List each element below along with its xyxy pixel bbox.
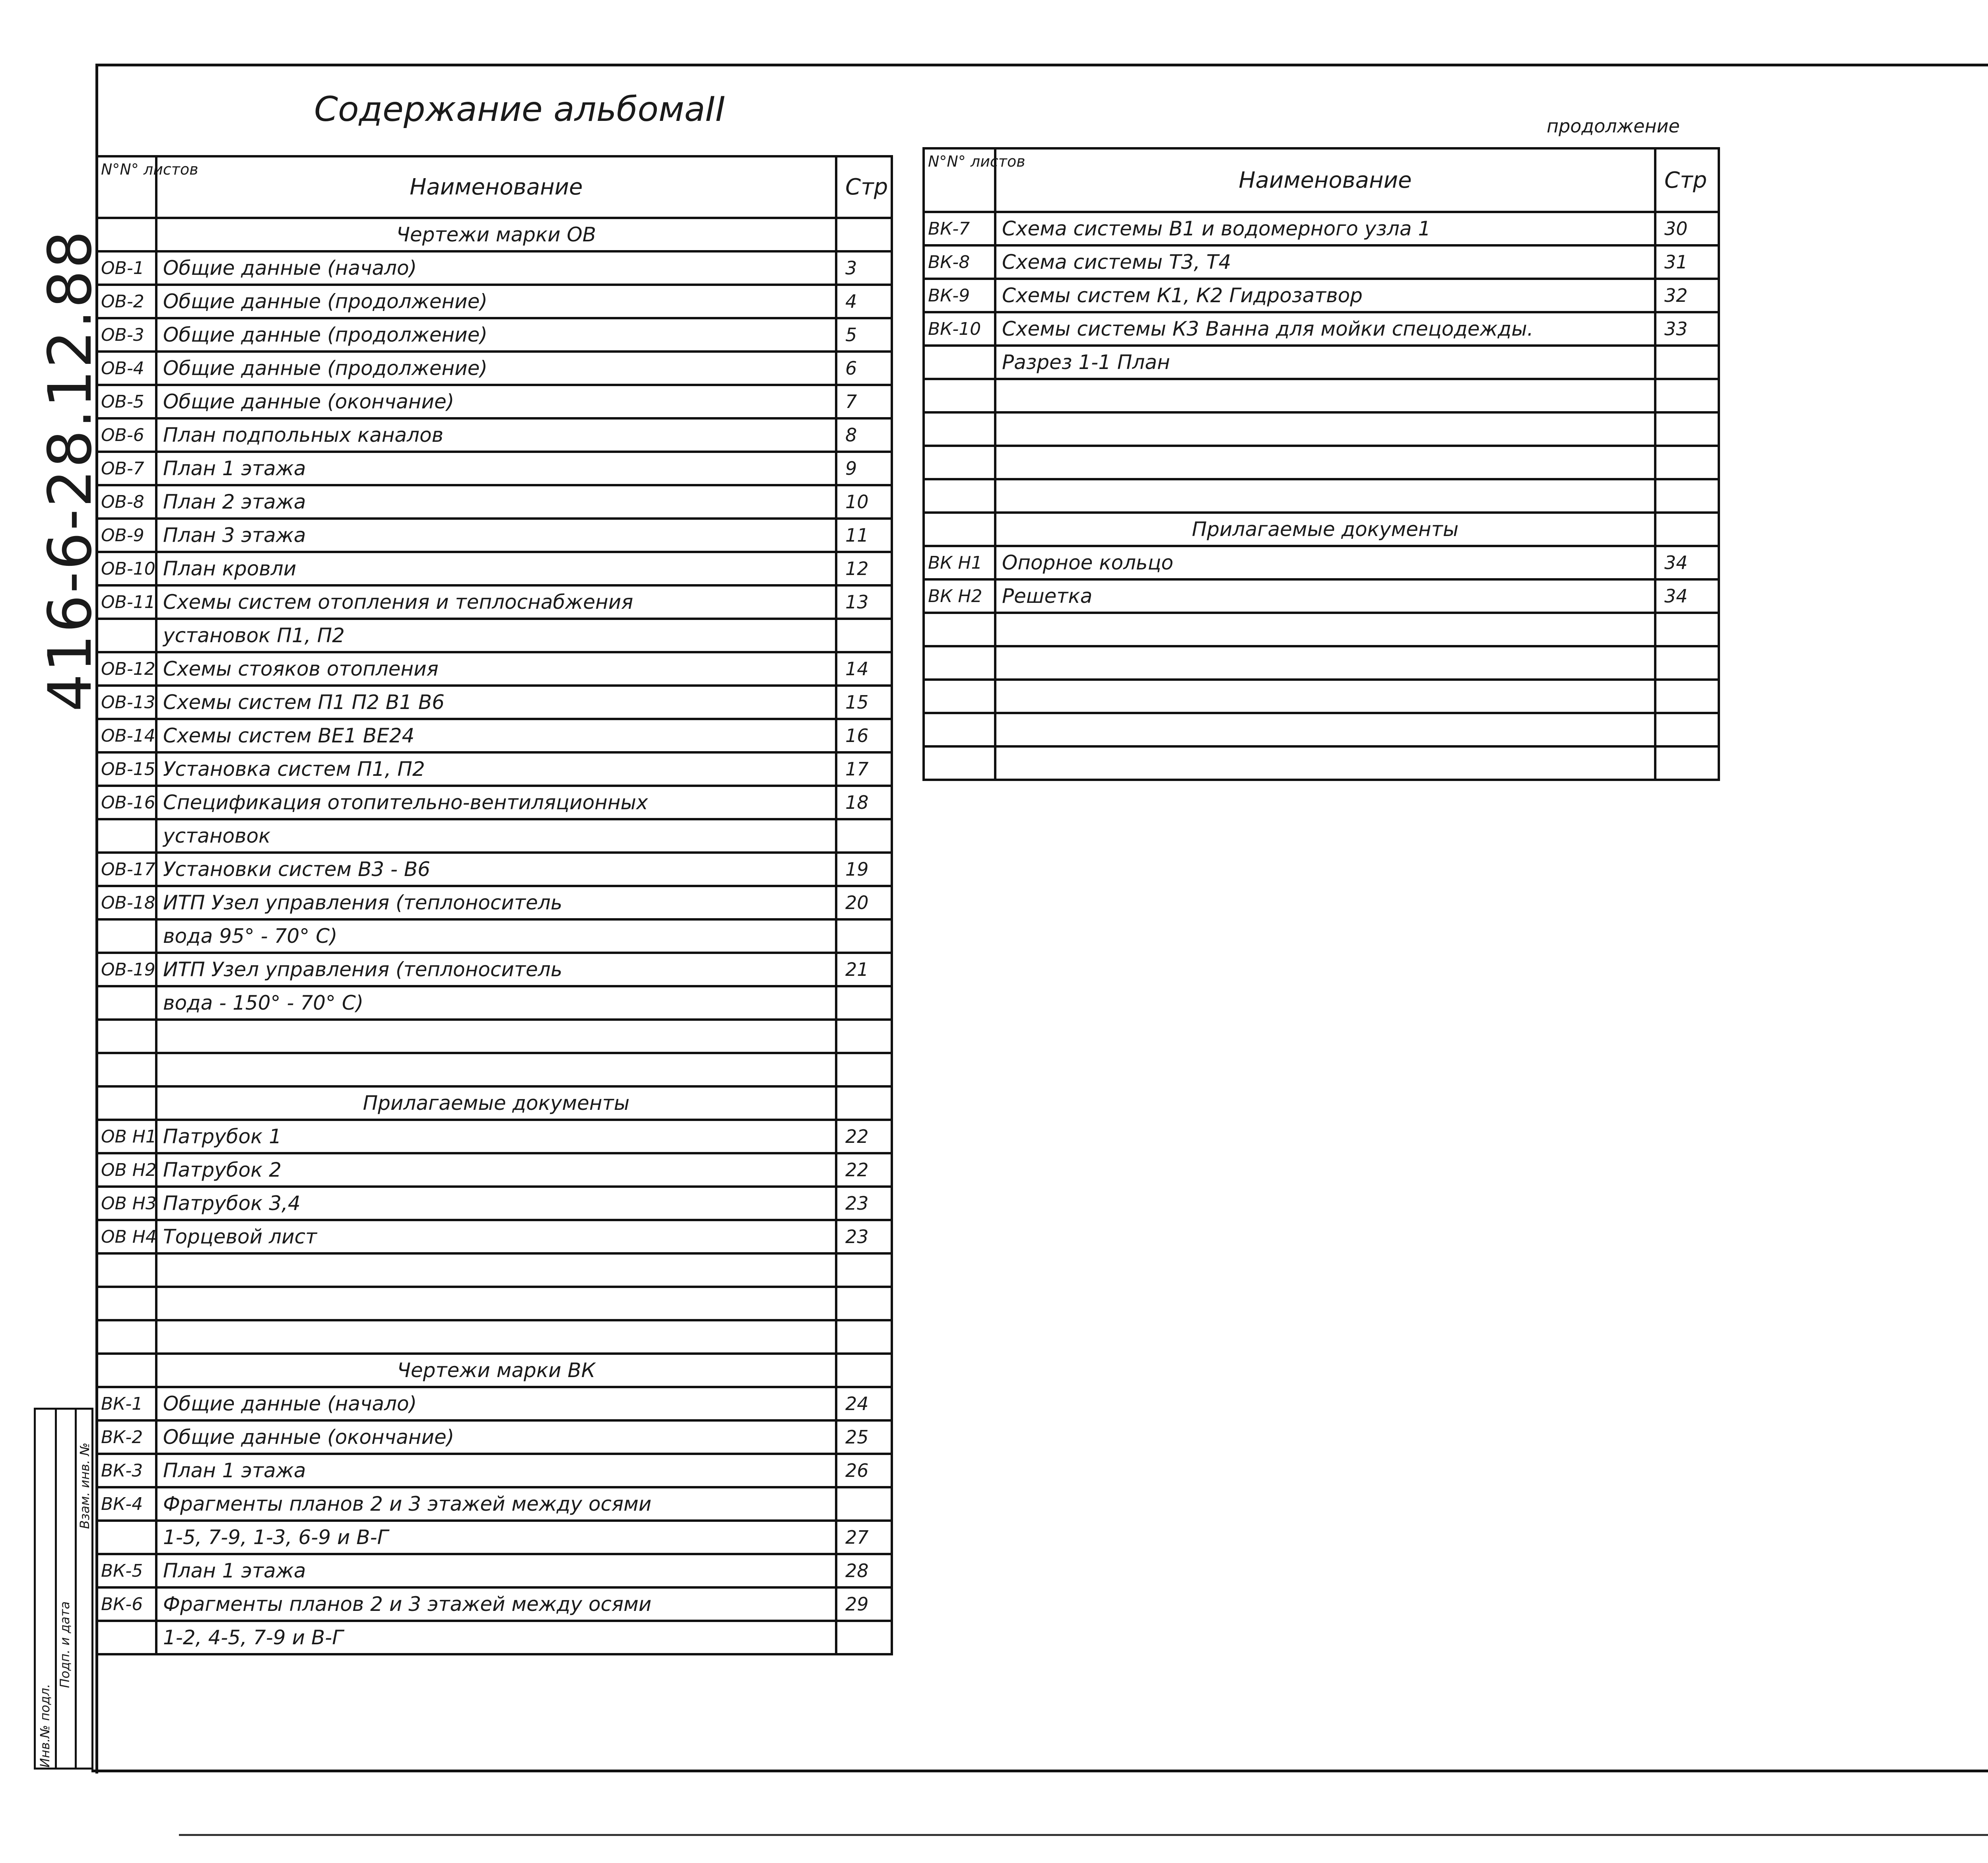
sheet-number-cell	[97, 986, 156, 1020]
table-row	[97, 1320, 892, 1354]
sheet-number-cell: ОВ Н1	[97, 1120, 156, 1153]
name-cell: Общие данные (окончание)	[156, 1420, 836, 1454]
sheet-number-cell: ВК-5	[97, 1554, 156, 1587]
continuation-label: продолжение	[1547, 115, 1680, 137]
table-row	[924, 746, 1719, 780]
stamp-label: Инв.№ подл.	[37, 1684, 52, 1768]
sheet-number-cell: ОВ-14	[97, 719, 156, 752]
name-cell: План кровли	[156, 552, 836, 585]
page-cell: 25	[836, 1420, 892, 1454]
page-cell	[1655, 379, 1719, 412]
page-cell: 9	[836, 452, 892, 485]
table-row	[97, 953, 892, 986]
page-cell	[836, 819, 892, 853]
name-cell	[995, 746, 1655, 780]
sheet-number-cell: ОВ-6	[97, 418, 156, 452]
name-cell: Схемы системы К3 Ванна для мойки спецодежды.	[995, 312, 1655, 346]
name-cell: ИТП Узел управления (теплоноситель	[156, 953, 836, 986]
sheet-number-cell: ОВ Н3	[97, 1187, 156, 1220]
sheet-number-cell: ВК-9	[924, 279, 995, 312]
table-row	[97, 485, 892, 519]
name-cell: Установка систем П1, П2	[156, 752, 836, 786]
sheet-number-cell: ВК-3	[97, 1454, 156, 1487]
table-row	[924, 579, 1719, 613]
document-code: 416-6-28.12.88	[36, 229, 105, 712]
table-row	[97, 352, 892, 385]
table-row	[924, 446, 1719, 479]
page-cell	[1655, 513, 1719, 546]
table-row	[924, 646, 1719, 680]
stamp-label: Подп. и дата	[57, 1601, 72, 1688]
name-cell	[156, 1020, 836, 1053]
page-cell: 11	[836, 519, 892, 552]
name-cell	[995, 446, 1655, 479]
table-row	[97, 1153, 892, 1187]
name-cell: Фрагменты планов 2 и 3 этажей между осями	[156, 1487, 836, 1521]
table-row	[924, 346, 1719, 379]
page-cell: 29	[836, 1587, 892, 1621]
name-cell: установок	[156, 819, 836, 853]
name-cell: Схема системы Т3, Т4	[995, 245, 1655, 279]
name-cell: вода - 150° - 70° С)	[156, 986, 836, 1020]
sheet-number-cell	[924, 746, 995, 780]
name-cell: Общие данные (начало)	[156, 1387, 836, 1420]
sheet-number-cell: ОВ-15	[97, 752, 156, 786]
table-row	[97, 552, 892, 585]
table-row	[924, 713, 1719, 746]
page-cell: 7	[836, 385, 892, 418]
page-cell: 22	[836, 1120, 892, 1153]
page-cell	[1655, 479, 1719, 513]
contents-table-left	[95, 155, 893, 1655]
sheet-number-cell: ВК-1	[97, 1387, 156, 1420]
table-row	[97, 519, 892, 552]
name-cell: Схемы систем К1, К2 Гидрозатвор	[995, 279, 1655, 312]
sheet-number-cell: ОВ-11	[97, 585, 156, 619]
page-cell: 27	[836, 1521, 892, 1554]
name-cell: Схемы систем П1 П2 В1 В6	[156, 686, 836, 719]
page-cell: 12	[836, 552, 892, 585]
name-cell	[995, 680, 1655, 713]
name-cell: Спецификация отопительно-вентиляционных	[156, 786, 836, 819]
sheet-number-cell: ОВ-13	[97, 686, 156, 719]
page-cell: 16	[836, 719, 892, 752]
name-cell: Решетка	[995, 579, 1655, 613]
page-cell	[836, 986, 892, 1020]
sheet-number-cell	[97, 1521, 156, 1554]
header-sheet-number: N°N° листов	[924, 148, 995, 212]
table-row	[97, 1187, 892, 1220]
sheet-number-cell: ОВ-3	[97, 318, 156, 352]
page-cell	[836, 619, 892, 652]
table-row	[97, 1487, 892, 1521]
page-cell: 3	[836, 251, 892, 285]
name-cell: Разрез 1-1 План	[995, 346, 1655, 379]
name-cell: Схемы систем отопления и теплоснабжения	[156, 585, 836, 619]
sheet-number-cell: ОВ Н4	[97, 1220, 156, 1253]
page-cell: 31	[1655, 245, 1719, 279]
table-row	[924, 546, 1719, 579]
table-row	[97, 1454, 892, 1487]
table-row	[97, 819, 892, 853]
page-cell: 32	[1655, 279, 1719, 312]
table-row	[97, 719, 892, 752]
lower-rule	[179, 1834, 1988, 1836]
sheet-number-cell	[924, 346, 995, 379]
sheet-number-cell: ОВ-12	[97, 652, 156, 686]
sheet-number-cell	[924, 613, 995, 646]
name-cell	[995, 379, 1655, 412]
sheet-number-cell: ВК-10	[924, 312, 995, 346]
table-row	[97, 1587, 892, 1621]
sheet-number-cell: ОВ-1	[97, 251, 156, 285]
sheet-number-cell: ВК Н1	[924, 546, 995, 579]
table-row	[97, 619, 892, 652]
page-cell	[836, 1287, 892, 1320]
sheet-number-cell	[97, 1053, 156, 1086]
page-cell	[836, 218, 892, 251]
page-cell	[1655, 746, 1719, 780]
page-cell: 30	[1655, 212, 1719, 245]
frame-bottom-line	[91, 1770, 1988, 1772]
sheet-number-cell	[97, 1253, 156, 1287]
sheet-number-cell	[97, 1020, 156, 1053]
table-row	[924, 680, 1719, 713]
sheet-number-cell: ОВ-5	[97, 385, 156, 418]
name-cell	[156, 1320, 836, 1354]
sheet-number-cell: ОВ-18	[97, 886, 156, 919]
page-cell: 23	[836, 1187, 892, 1220]
sheet-number-cell: ОВ Н2	[97, 1153, 156, 1187]
name-cell	[995, 412, 1655, 446]
name-cell: Фрагменты планов 2 и 3 этажей между осями	[156, 1587, 836, 1621]
page-cell	[1655, 446, 1719, 479]
name-cell	[995, 713, 1655, 746]
page-cell	[1655, 613, 1719, 646]
table-row	[97, 1120, 892, 1153]
name-cell: План 3 этажа	[156, 519, 836, 552]
table-row	[924, 412, 1719, 446]
table-row	[97, 1420, 892, 1454]
name-cell: Установки систем В3 - В6	[156, 853, 836, 886]
page-cell: 34	[1655, 579, 1719, 613]
header-name: Наименование	[156, 156, 836, 218]
sheet-number-cell	[924, 680, 995, 713]
table-header	[97, 156, 892, 218]
page-cell	[836, 1354, 892, 1387]
table-row	[97, 853, 892, 886]
table-row	[97, 285, 892, 318]
stamp-label: Взам. инв. №	[77, 1442, 92, 1529]
sheet-number-cell	[924, 446, 995, 479]
sheet-number-cell	[97, 619, 156, 652]
table-row	[97, 1086, 892, 1120]
sheet-number-cell: ОВ-2	[97, 285, 156, 318]
table-row	[924, 312, 1719, 346]
page-cell: 24	[836, 1387, 892, 1420]
page-cell: 18	[836, 786, 892, 819]
name-cell: План 1 этажа	[156, 1454, 836, 1487]
name-cell: 1-5, 7-9, 1-3, 6-9 и В-Г	[156, 1521, 836, 1554]
page-cell	[1655, 412, 1719, 446]
table-row	[97, 1621, 892, 1654]
name-cell: Торцевой лист	[156, 1220, 836, 1253]
page-cell	[836, 1621, 892, 1654]
table-row	[97, 1387, 892, 1420]
sheet-number-cell	[97, 218, 156, 251]
sheet-number-cell: ОВ-9	[97, 519, 156, 552]
table-row	[924, 279, 1719, 312]
page-cell	[836, 1086, 892, 1120]
sheet-number-cell	[924, 713, 995, 746]
header-page: Стр	[836, 156, 892, 218]
sheet-number-cell: ОВ-4	[97, 352, 156, 385]
table-row	[97, 1554, 892, 1587]
page-cell	[836, 1053, 892, 1086]
page-title: Содержание альбомаII	[314, 89, 726, 129]
table-row	[97, 1354, 892, 1387]
name-cell: Патрубок 3,4	[156, 1187, 836, 1220]
table-row	[97, 1020, 892, 1053]
name-cell: План 1 этажа	[156, 452, 836, 485]
table-row	[97, 786, 892, 819]
page-cell	[836, 1020, 892, 1053]
sheet-number-cell: ВК-2	[97, 1420, 156, 1454]
table-row	[97, 752, 892, 786]
name-cell: Чертежи марки ОВ	[156, 218, 836, 251]
name-cell	[995, 613, 1655, 646]
header-sheet-number: N°N° листов	[97, 156, 156, 218]
sheet-number-cell	[97, 819, 156, 853]
sheet-number-cell: ОВ-17	[97, 853, 156, 886]
sheet-number-cell	[97, 1320, 156, 1354]
table-row	[97, 886, 892, 919]
page-cell: 22	[836, 1153, 892, 1187]
sheet-number-cell: ВК-8	[924, 245, 995, 279]
table-row	[924, 245, 1719, 279]
table-row	[97, 251, 892, 285]
sheet-number-cell: ВК Н2	[924, 579, 995, 613]
page-cell	[1655, 646, 1719, 680]
name-cell: Прилагаемые документы	[995, 513, 1655, 546]
table-row	[97, 986, 892, 1020]
page-cell: 6	[836, 352, 892, 385]
name-cell: Общие данные (продолжение)	[156, 285, 836, 318]
table-row	[97, 1053, 892, 1086]
page-cell	[1655, 713, 1719, 746]
sheet-number-cell	[97, 1354, 156, 1387]
name-cell: Общие данные (продолжение)	[156, 318, 836, 352]
page-cell: 26	[836, 1454, 892, 1487]
name-cell: Опорное кольцо	[995, 546, 1655, 579]
sheet-number-cell: ВК-6	[97, 1587, 156, 1621]
page-cell: 14	[836, 652, 892, 686]
page-cell: 13	[836, 585, 892, 619]
sheet-number-cell	[924, 412, 995, 446]
sheet-number-cell: ОВ-7	[97, 452, 156, 485]
name-cell: Общие данные (окончание)	[156, 385, 836, 418]
table-row	[97, 652, 892, 686]
table-row	[924, 212, 1719, 245]
sheet-number-cell	[97, 1287, 156, 1320]
sheet-number-cell	[97, 1621, 156, 1654]
page-cell: 17	[836, 752, 892, 786]
name-cell	[156, 1253, 836, 1287]
name-cell: Общие данные (начало)	[156, 251, 836, 285]
table-row	[97, 418, 892, 452]
contents-table-right	[922, 147, 1720, 781]
table-row	[924, 479, 1719, 513]
name-cell	[156, 1053, 836, 1086]
table-row	[97, 452, 892, 485]
name-cell: установок П1, П2	[156, 619, 836, 652]
page-cell: 34	[1655, 546, 1719, 579]
name-cell: 1-2, 4-5, 7-9 и В-Г	[156, 1621, 836, 1654]
table-row	[924, 613, 1719, 646]
page-cell	[1655, 346, 1719, 379]
header-page: Стр	[1655, 148, 1719, 212]
page-cell: 21	[836, 953, 892, 986]
table-row	[97, 919, 892, 953]
sheet-number-cell	[97, 1086, 156, 1120]
name-cell: План 1 этажа	[156, 1554, 836, 1587]
name-cell: Схемы систем ВЕ1 ВЕ24	[156, 719, 836, 752]
page-cell: 20	[836, 886, 892, 919]
name-cell: Патрубок 2	[156, 1153, 836, 1187]
name-cell	[995, 646, 1655, 680]
table-row	[97, 318, 892, 352]
signature-stamp-strip	[34, 1408, 93, 1770]
sheet-number-cell	[924, 379, 995, 412]
name-cell	[995, 479, 1655, 513]
sheet-number-cell	[924, 646, 995, 680]
page-cell: 4	[836, 285, 892, 318]
sheet-number-cell	[924, 479, 995, 513]
name-cell: Общие данные (продолжение)	[156, 352, 836, 385]
name-cell: Патрубок 1	[156, 1120, 836, 1153]
name-cell: Схема системы В1 и водомерного узла 1	[995, 212, 1655, 245]
sheet-number-cell: ОВ-10	[97, 552, 156, 585]
page-cell: 5	[836, 318, 892, 352]
name-cell	[156, 1287, 836, 1320]
name-cell: Чертежи марки ВК	[156, 1354, 836, 1387]
sheet-number-cell: ВК-7	[924, 212, 995, 245]
sheet-number-cell	[97, 919, 156, 953]
page-cell: 19	[836, 853, 892, 886]
table-row	[97, 1220, 892, 1253]
name-cell: Прилагаемые документы	[156, 1086, 836, 1120]
sheet-number-cell	[924, 513, 995, 546]
table-row	[924, 379, 1719, 412]
table-row	[97, 218, 892, 251]
table-row	[97, 385, 892, 418]
page-cell: 33	[1655, 312, 1719, 346]
page-cell: 15	[836, 686, 892, 719]
table-header	[924, 148, 1719, 212]
page-cell	[836, 1487, 892, 1521]
name-cell: Схемы стояков отопления	[156, 652, 836, 686]
sheet-number-cell: ОВ-16	[97, 786, 156, 819]
page-cell: 28	[836, 1554, 892, 1587]
name-cell: вода 95° - 70° С)	[156, 919, 836, 953]
sheet-number-cell: ОВ-8	[97, 485, 156, 519]
page-cell	[1655, 680, 1719, 713]
header-name: Наименование	[995, 148, 1655, 212]
table-row	[97, 1287, 892, 1320]
table-row	[924, 513, 1719, 546]
page-cell	[836, 919, 892, 953]
name-cell: План подпольных каналов	[156, 418, 836, 452]
page-cell: 10	[836, 485, 892, 519]
sheet-number-cell: ОВ-19	[97, 953, 156, 986]
name-cell: ИТП Узел управления (теплоноситель	[156, 886, 836, 919]
table-row	[97, 1521, 892, 1554]
table-row	[97, 686, 892, 719]
page-cell	[836, 1320, 892, 1354]
page-cell: 8	[836, 418, 892, 452]
table-row	[97, 585, 892, 619]
table-row	[97, 1253, 892, 1287]
sheet-number-cell: ВК-4	[97, 1487, 156, 1521]
name-cell: План 2 этажа	[156, 485, 836, 519]
page-cell	[836, 1253, 892, 1287]
page-cell: 23	[836, 1220, 892, 1253]
